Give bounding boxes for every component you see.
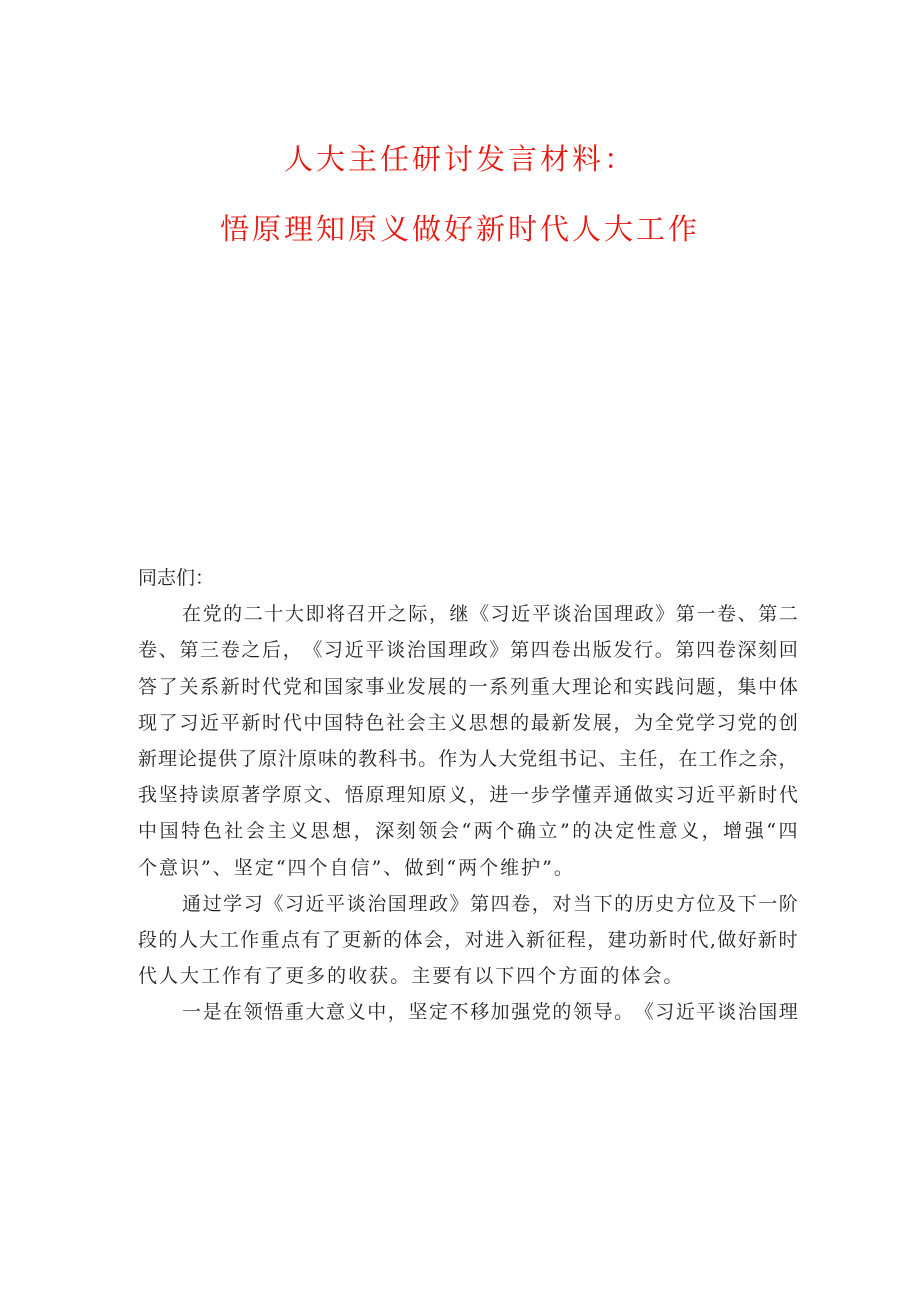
- salutation: [138, 564, 798, 600]
- body-line: 在 党 的 二 十 大 即 将 召 开 之 际 ， 继 《 习 近 平 谈 治 国 理 政 》 第 一 卷 、 第 二: [182, 603, 798, 626]
- body-line: 答 了 关 系 新 时 代 党 和 国 家 事 业 发 展 的 一 系 列 重 大 理 论 和 实 践 问 题 ， 集 中 体: [138, 675, 798, 698]
- body-line: 新 理 论 提 供 了 原 汁 原 味 的 教 科 书 。 作 为 人 大 党 组 书 记 、 主 任 ， 在 工 作 之 余 ，: [138, 747, 798, 770]
- document-title-line-2: 悟原理知原义做好新时代人大工作: [219, 212, 700, 246]
- body-line: 现 了 习 近 平 新 时 代 中 国 特 色 社 会 主 义 思 想 的 最 新 发 展 ， 为 全 党 学 习 党 的 创: [138, 711, 798, 734]
- body-line: 代 人 大 工 作 有 了 更 多 的 收 获 。 主 要 有 以 下 四 个 方 面 的 体 会 。: [138, 965, 683, 988]
- body-line: 卷 、 第 三 卷 之 后 ， 《 习 近 平 谈 治 国 理 政 》 第 四 卷 出 版 发 行 。 第 四 卷 深 刻 回: [138, 639, 798, 662]
- body-line: 段 的 人 大 工 作 重 点 有 了 更 新 的 体 会 ， 对 进 入 新 征 程 ， 建 功 新 时 代 , 做 好 新 时: [138, 928, 798, 951]
- document-body: [138, 564, 798, 1034]
- body-line: 中 国 特 色 社 会 主 义 思 想 ， 深 刻 领 会 “ 两 个 确 立 ” 的 决 定 性 意 义 ， 增 强 “ 四: [138, 820, 798, 843]
- paragraph-lines: [138, 600, 798, 1034]
- body-line: 一 是 在 领 悟 重 大 意 义 中 ， 坚 定 不 移 加 强 党 的 领 导 。 《 习 近 平 谈 治 国 理: [182, 1001, 798, 1024]
- body-line: 我 坚 持 读 原 著 学 原 文 、 悟 原 理 知 原 义 ， 进 一 步 学 懂 弄 通 做 实 习 近 平 新 时 代: [138, 784, 798, 807]
- body-line: 通 过 学 习 《 习 近 平 谈 治 国 理 政 》 第 四 卷 ， 对 当 下 的 历 史 方 位 及 下 一 阶: [182, 892, 798, 915]
- body-line: 个 意 识 ” 、 坚 定 “ 四 个 自 信 ” 、 做 到 “ 两 个 维 护 ” 。: [138, 856, 573, 879]
- salutation-text: 同志们：: [138, 567, 215, 589]
- document-title-line-1: 人大主任研讨发言材料：: [283, 142, 636, 176]
